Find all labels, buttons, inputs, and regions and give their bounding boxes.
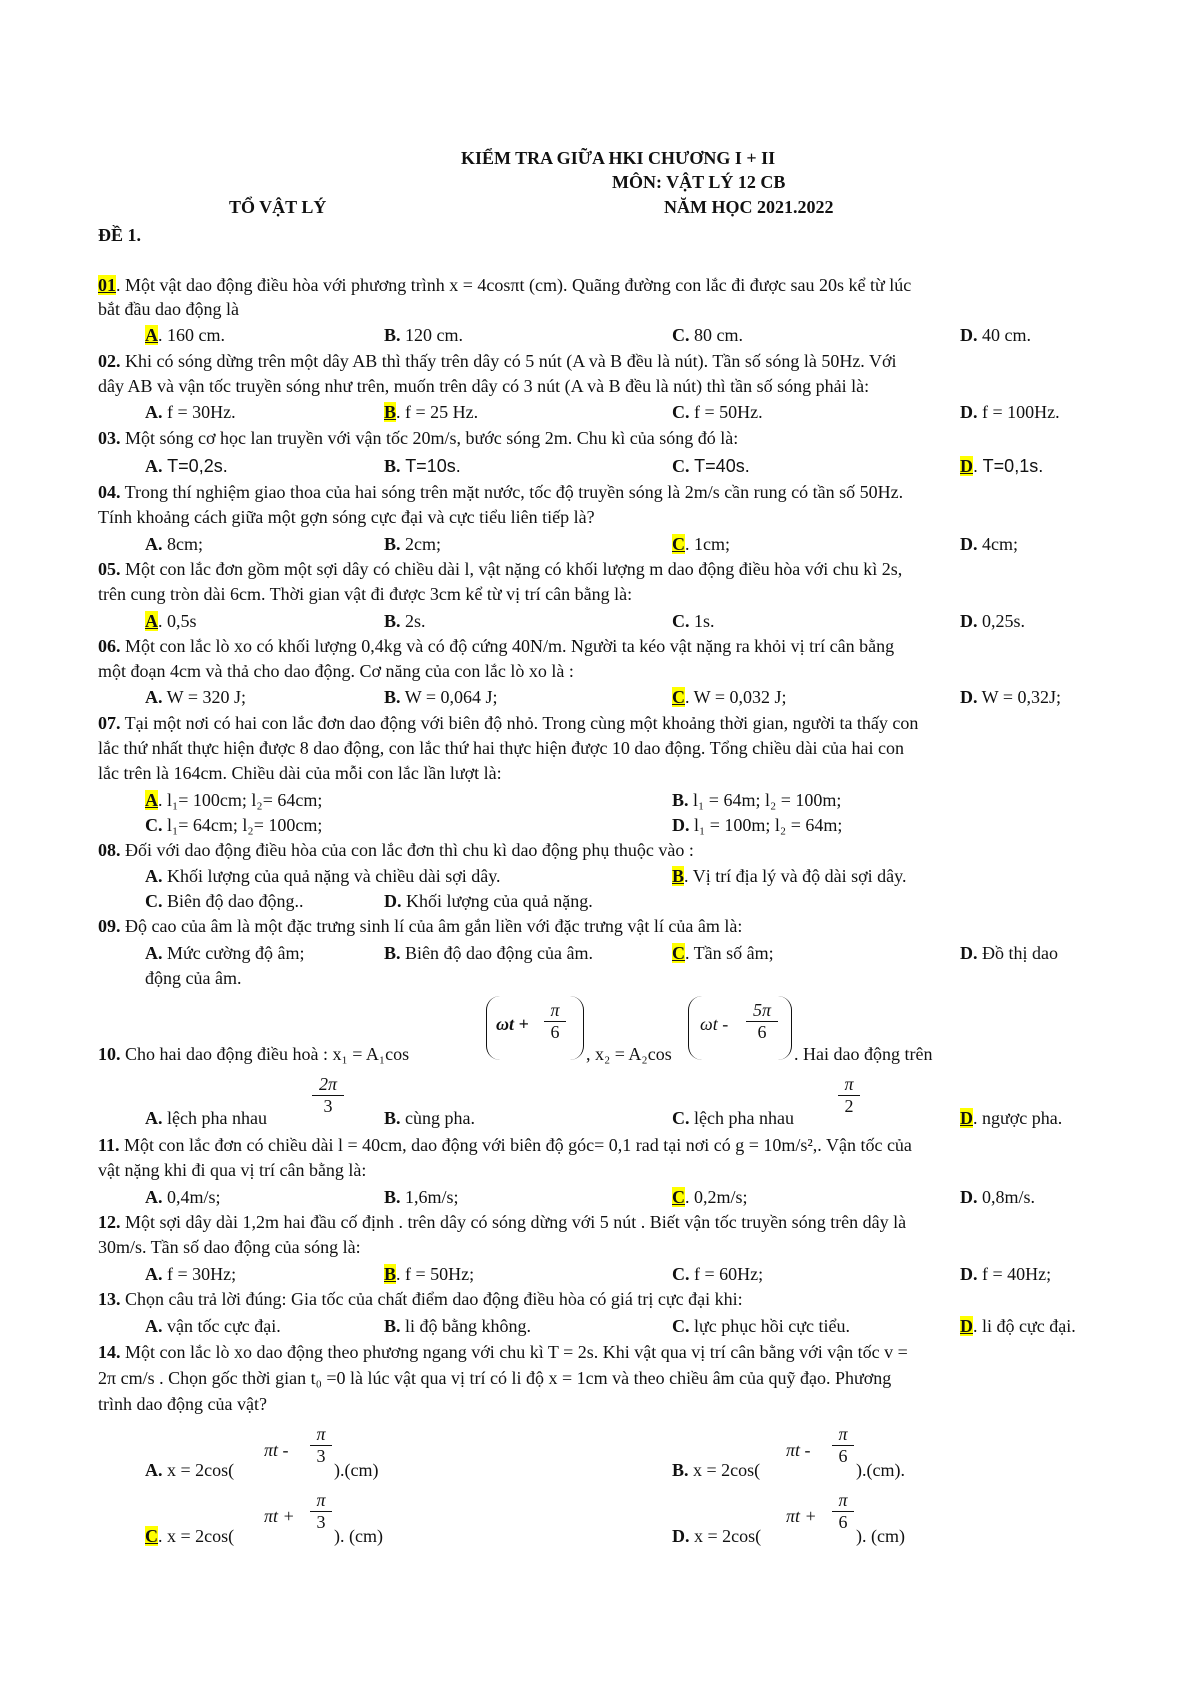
question-14-cont: 2π cm/s . Chọn gốc thời gian t₀ =0 là lúc vật qua vị trí có li độ x = 1cm và theo chiều âm của quỹ đạo. Phương [98,1368,892,1388]
option-d: D. Khối lượng của quả nặng. [384,891,593,911]
question-number: 10. [98,1044,121,1064]
question-number: 08. [98,840,121,860]
question-number: 07. [98,713,121,733]
option-a-end: ).(cm) [334,1460,379,1480]
option-a: A. x = 2cos( [145,1460,235,1480]
option-a: A. l₁= 100cm; l₂= 64cm; [145,790,323,810]
option-d: D. 4cm; [960,534,1018,554]
question-text: . Một vật dao động điều hòa với phương trình x = 4cosπt (cm). Quãng đường con lắc đi được sau 20s kể từ lúc [116,275,912,295]
question-number: 09. [98,916,121,936]
option-b: B. Vị trí địa lý và độ dài sợi dây. [672,866,907,886]
option-d: D. 40 cm. [960,325,1031,345]
question-number: 12. [98,1212,121,1232]
option-c: C. Tần số âm; [672,943,774,963]
question-04: 04. Trong thí nghiệm giao thoa của hai sóng trên mặt nước, tốc độ truyền sóng là 2m/s cần rung có tần số 50Hz. [98,482,904,502]
math-expr: ωt - [700,1014,729,1034]
option-b: B. 1,6m/s; [384,1187,459,1207]
fraction: $\frac{\pi}{3}$ [310,1424,332,1467]
exam-subject: MÔN: VẬT LÝ 12 CB [612,172,786,192]
fraction: $\frac{2\pi}{3}$ [312,1074,344,1117]
option-b: B. li độ bằng không. [384,1316,532,1336]
option-a: A. f = 30Hz; [145,1264,237,1284]
question-14: 14. Một con lắc lò xo dao động theo phương ngang với chu kì T = 2s. Khi vật qua vị trí cân bằng với vận tốc v = [98,1342,908,1362]
math-expr: πt - [786,1440,811,1460]
option-b: B. f = 50Hz; [384,1264,475,1284]
question-09: 09. Độ cao của âm là một đặc trưng sinh lí của âm gắn liền với đặc trưng vật lí của âm là: [98,916,743,936]
question-10-mid: , x₂ = A₂cos [586,1044,672,1064]
option-c: C. x = 2cos( [145,1526,235,1546]
option-b: B. f = 25 Hz. [384,402,479,422]
question-number: 14. [98,1342,121,1362]
question-number: 01 [98,275,116,295]
question-06-cont: một đoạn 4cm và thả cho dao động. Cơ năng của con lắc lò xo là : [98,661,574,681]
option-a: A. vận tốc cực đại. [145,1316,281,1336]
option-c: C. W = 0,032 J; [672,687,787,707]
question-06: 06. Một con lắc lò xo có khối lượng 0,4kg và có độ cứng 40N/m. Người ta kéo vật nặng ra khỏi vị trí cân bằng [98,636,895,656]
fraction: $\frac{\pi}{6}$ [544,1000,566,1043]
question-07: 07. Tại một nơi có hai con lắc đơn dao động với biên độ nhỏ. Trong cùng một khoảng thời gian, người ta thấy con [98,713,919,733]
option-b: B. W = 0,064 J; [384,687,498,707]
question-10: 10. Cho hai dao động điều hoà : x₁ = A₁cos [98,1044,410,1064]
question-01-cont: bắt đầu dao động là [98,299,239,319]
option-c: C. Biên độ dao động.. [145,891,304,911]
question-04-cont: Tính khoảng cách giữa một gợn sóng cực đại và cực tiểu liên tiếp là? [98,507,595,527]
option-d: D. W = 0,32J; [960,687,1061,707]
option-d: D. Đồ thị dao [960,943,1058,963]
option-a: A. 8cm; [145,534,203,554]
fraction: $\frac{\pi}{2}$ [838,1074,860,1117]
math-expr: ωt + [496,1014,529,1034]
option-d: D. ngược pha. [960,1108,1063,1128]
option-b: B. x = 2cos( [672,1460,761,1480]
option-c: C. 80 cm. [672,325,743,345]
option-c: C. 0,2m/s; [672,1187,748,1207]
question-05-cont: trên cung tròn dài 6cm. Thời gian vật đi được 3cm kể từ vị trí cân bằng là: [98,584,633,604]
option-b: B. cùng pha. [384,1108,475,1128]
exam-year: NĂM HỌC 2021.2022 [664,197,834,217]
exam-code: ĐỀ 1. [98,225,142,245]
option-d: D. f = 100Hz. [960,402,1060,422]
question-number: 06. [98,636,121,656]
option-a: A. T=0,2s. [145,456,228,476]
option-c: C. 1cm; [672,534,730,554]
option-c: C. T=40s. [672,456,750,476]
question-05: 05. Một con lắc đơn gồm một sợi dây có chiều dài l, vật nặng có khối lượng m dao động điều hòa với chu kì 2s, [98,559,903,579]
option-c: C. l₁= 64cm; l₂= 100cm; [145,815,323,835]
option-d: D. l₁ = 100m; l₂ = 64m; [672,815,843,835]
option-b: B. 120 cm. [384,325,464,345]
question-12-cont: 30m/s. Tần số dao động của sóng là: [98,1237,361,1257]
fraction: $\frac{\pi}{3}$ [310,1490,332,1533]
question-number: 03. [98,428,121,448]
question-13: 13. Chọn câu trả lời đúng: Gia tốc của chất điểm dao động điều hòa có giá trị cực đại khi: [98,1289,743,1309]
question-03: 03. Một sóng cơ học lan truyền với vận tốc 20m/s, bước sóng 2m. Chu kì của sóng đó là: [98,428,739,448]
math-expr: πt + [786,1506,817,1526]
option-c: C. f = 60Hz; [672,1264,764,1284]
option-c: C. 1s. [672,611,715,631]
option-b: B. Biên độ dao động của âm. [384,943,593,963]
fraction: $\frac{\pi}{6}$ [832,1490,854,1533]
option-a: A. f = 30Hz. [145,402,236,422]
question-11: 11. Một con lắc đơn có chiều dài l = 40cm, dao động với biên độ góc= 0,1 rad tại nơi có g = 10m/s²,. Vận tốc của [98,1135,912,1155]
question-02: 02. Khi có sóng dừng trên một dây AB thì thấy trên dây có 5 nút (A và B đều là nút). Tần số sóng là 50Hz. Với [98,351,897,371]
fraction: $\frac{5\pi}{6}$ [746,1000,778,1043]
math-expr: πt + [264,1506,295,1526]
option-c: C. lực phục hồi cực tiểu. [672,1316,850,1336]
question-number: 02. [98,351,121,371]
question-01 [98,275,911,296]
math-expr: πt - [264,1440,289,1460]
option-a: A. 160 cm. [145,325,225,345]
question-14-cont2: trình dao động của vật? [98,1394,267,1414]
option-d: D. li độ cực đại. [960,1316,1076,1336]
question-11-cont: vật nặng khi đi qua vị trí cân bằng là: [98,1160,367,1180]
question-08: 08. Đối với dao động điều hòa của con lắc đơn thì chu kì dao động phụ thuộc vào : [98,840,694,860]
option-a: A. 0,4m/s; [145,1187,221,1207]
option-d: D. f = 40Hz; [960,1264,1052,1284]
question-02-cont: dây AB và vận tốc truyền sóng như trên, muốn trên dây có 3 nút (A và B đều là nút) thì tần số sóng phải là: [98,376,870,396]
exam-title: KIỂM TRA GIỮA HKI CHƯƠNG I + II [461,148,776,168]
option-a: A. 0,5s [145,611,197,631]
option-d: D. T=0,1s. [960,456,1044,476]
option-b-end: ).(cm). [856,1460,905,1480]
option-d-end: ). (cm) [856,1526,905,1546]
question-number: 05. [98,559,121,579]
option-d: D. 0,25s. [960,611,1026,631]
option-b: B. 2s. [384,611,426,631]
question-07-cont: lắc thứ nhất thực hiện được 8 dao động, con lắc thứ hai thực hiện được 10 dao động. Tổng chiều dài của hai con [98,738,905,758]
exam-dept: TỔ VẬT LÝ [229,197,327,217]
option-c: C. f = 50Hz. [672,402,763,422]
option-a: A. Mức cường độ âm; [145,943,305,963]
option-a: A. lệch pha nhau [145,1108,267,1128]
question-number: 04. [98,482,121,502]
question-07-cont2: lắc trên là 164cm. Chiều dài của mỗi con lắc lần lượt là: [98,763,502,783]
option-b: B. 2cm; [384,534,442,554]
option-b: B. T=10s. [384,456,461,476]
option-b: B. l₁ = 64m; l₂ = 100m; [672,790,842,810]
question-10-end: . Hai dao động trên [794,1044,933,1064]
option-d: D. 0,8m/s. [960,1187,1036,1207]
option-c: C. lệch pha nhau [672,1108,794,1128]
option-d-cont: động của âm. [145,968,242,988]
question-number: 13. [98,1289,121,1309]
question-number: 11. [98,1135,120,1155]
fraction: $\frac{\pi}{6}$ [832,1424,854,1467]
option-a: A. Khối lượng của quả nặng và chiều dài sợi dây. [145,866,501,886]
option-a: A. W = 320 J; [145,687,246,707]
question-12: 12. Một sợi dây dài 1,2m hai đầu cố định . trên dây có sóng dừng với 5 nút . Biết vận tốc truyền sóng trên dây là [98,1212,907,1232]
option-d: D. x = 2cos( [672,1526,762,1546]
option-c-end: ). (cm) [334,1526,383,1546]
